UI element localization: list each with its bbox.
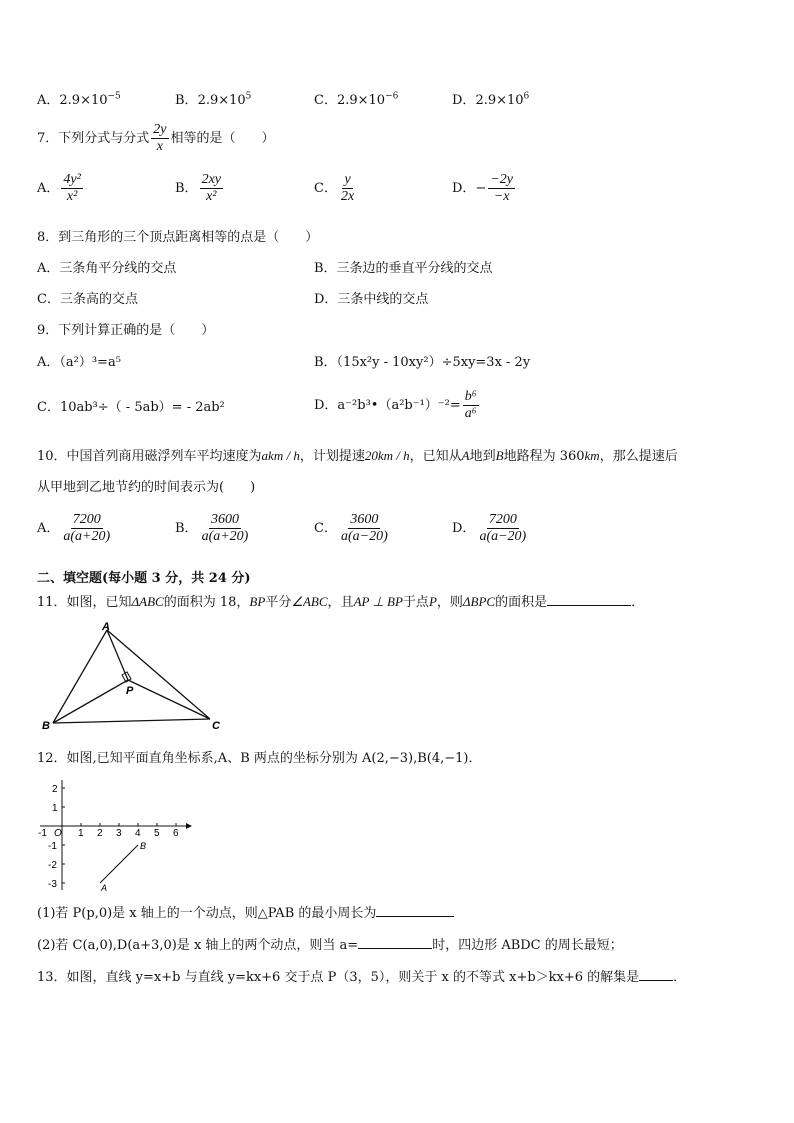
y-tick-neg1: -1 bbox=[48, 841, 57, 852]
q11-stem: 11．如图，已知ΔABC的面积为 18，BP平分∠ABC，且AP ⊥ BP于点P，则ΔBPC的面积是 ． bbox=[37, 594, 645, 610]
q10-option-a: A． $\frac{7200}{a(a+20)}$ bbox=[37, 512, 111, 544]
q9-option-a: A．（a²）³=a⁵ bbox=[37, 355, 121, 370]
q8-option-c: C．三条高的交点 bbox=[37, 292, 138, 307]
q12-sub1-answer-blank[interactable] bbox=[376, 916, 454, 917]
segment-ab bbox=[100, 845, 138, 883]
q12-stem: 12．如图,已知平面直角坐标系,A、B 两点的坐标分别为 A(2,−3),B(4,−1)． bbox=[37, 751, 482, 766]
x-tick-5: 5 bbox=[154, 828, 160, 839]
q7-stem: 7．下列分式与分式 $\frac{2y}{x}$ 相等的是（ ） bbox=[37, 122, 275, 154]
q7-option-a: A． $\frac{\text{4y²}}{\text{x²}}$ bbox=[37, 172, 81, 204]
y-tick-neg3: -3 bbox=[48, 879, 57, 890]
point-b-label: B bbox=[140, 841, 147, 851]
q12-sub1: (1)若 P(p,0)是 x 轴上的一个动点，则△PAB 的最小周长为 bbox=[37, 906, 454, 922]
q10-option-d: D． $\frac{7200}{a(a-20)}$ bbox=[452, 512, 527, 544]
q10-line2: 从甲地到乙地节约的时间表示为( ) bbox=[37, 480, 256, 495]
x-tick-neg1: -1 bbox=[38, 828, 47, 839]
segment-bc bbox=[53, 719, 210, 723]
x-axis-arrow-icon bbox=[186, 823, 192, 829]
q9-option-d: D．a⁻²b³•（a²b⁻¹）⁻²= $\frac{\text{b⁶}}{\text{a⁶}}$ bbox=[314, 389, 477, 421]
y-tick-2: 2 bbox=[52, 784, 58, 795]
segment-bp bbox=[53, 680, 128, 723]
origin-label: O bbox=[54, 828, 62, 839]
q6-option-b: B．$2.9\times 10^5$ bbox=[175, 91, 252, 108]
q11-triangle-figure bbox=[38, 620, 228, 732]
q12-sub2: (2)若 C(a,0),D(a+3,0)是 x 轴上的两个动点，则当 a= 时，四边形 ABDC 的周长最短； bbox=[37, 938, 623, 953]
q9-option-c: C．10ab³÷（ - 5ab）= - 2ab² bbox=[37, 400, 225, 415]
label-c: C bbox=[212, 720, 220, 732]
y-tick-neg2: -2 bbox=[48, 860, 57, 871]
q8-option-b: B．三条边的垂直平分线的交点 bbox=[314, 261, 493, 276]
q9-option-b: B．（15x²y - 10xy²）÷5xy=3x - 2y bbox=[314, 355, 531, 370]
x-tick-4: 4 bbox=[135, 828, 141, 839]
q8-stem: 8．到三角形的三个顶点距离相等的点是（ ） bbox=[37, 230, 319, 245]
x-tick-3: 3 bbox=[116, 828, 122, 839]
q8-option-d: D．三条中线的交点 bbox=[314, 292, 429, 307]
q13-stem: 13．如图，直线 y=x+b 与直线 y=kx+6 交于点 P（3，5），则关于 x 的不等式 x+b＞kx+6 的解集是 ． bbox=[37, 970, 687, 985]
q12-sub2-answer-blank[interactable] bbox=[358, 948, 432, 949]
q6-option-d: D．$2.9\times 10^6$ bbox=[452, 91, 530, 108]
point-a-label: A bbox=[101, 883, 108, 893]
x-tick-1: 1 bbox=[78, 828, 84, 839]
q11-answer-blank[interactable] bbox=[547, 605, 631, 606]
q7-option-c: C． $\frac{y}{2x}$ bbox=[314, 172, 355, 204]
y-tick-1: 1 bbox=[52, 803, 58, 814]
segment-ab bbox=[53, 630, 107, 723]
q6-option-a: A．$2.9\times 10^{-5}$ bbox=[37, 91, 121, 108]
segment-pc bbox=[128, 680, 210, 719]
q13-answer-blank[interactable] bbox=[639, 980, 673, 981]
x-tick-2: 2 bbox=[97, 828, 103, 839]
q10-option-b: B． $\frac{3600}{a(a+20)}$ bbox=[175, 512, 249, 544]
q7-stem-fraction: $\frac{2y}{x}$ bbox=[153, 122, 167, 154]
q7-option-b: B． $\frac{2xy}{\text{x²}}$ bbox=[175, 172, 221, 204]
q10-line1: 10．中国首列商用磁浮列车平均速度为akm / h，计划提速20km / h，已知从A地到B地路程为 360km，那么提速后 bbox=[37, 448, 678, 464]
label-b: B bbox=[42, 720, 50, 732]
label-p: P bbox=[126, 685, 134, 697]
q8-option-a: A．三条角平分线的交点 bbox=[37, 261, 177, 276]
q6-option-c: C．$2.9\times 10^{-6}$ bbox=[314, 91, 399, 108]
q10-option-c: C． $\frac{3600}{a(a-20)}$ bbox=[314, 512, 388, 544]
q12-coordinate-figure bbox=[36, 776, 196, 894]
segment-ap bbox=[107, 630, 128, 680]
section-2-heading: 二、填空题(每小题 3 分，共 24 分) bbox=[37, 571, 251, 586]
q7-option-d: D．− $\frac{-2y}{-x}$ bbox=[452, 172, 514, 204]
q9-stem: 9．下列计算正确的是（ ） bbox=[37, 323, 215, 338]
label-a: A bbox=[102, 621, 110, 633]
x-tick-6: 6 bbox=[173, 828, 179, 839]
